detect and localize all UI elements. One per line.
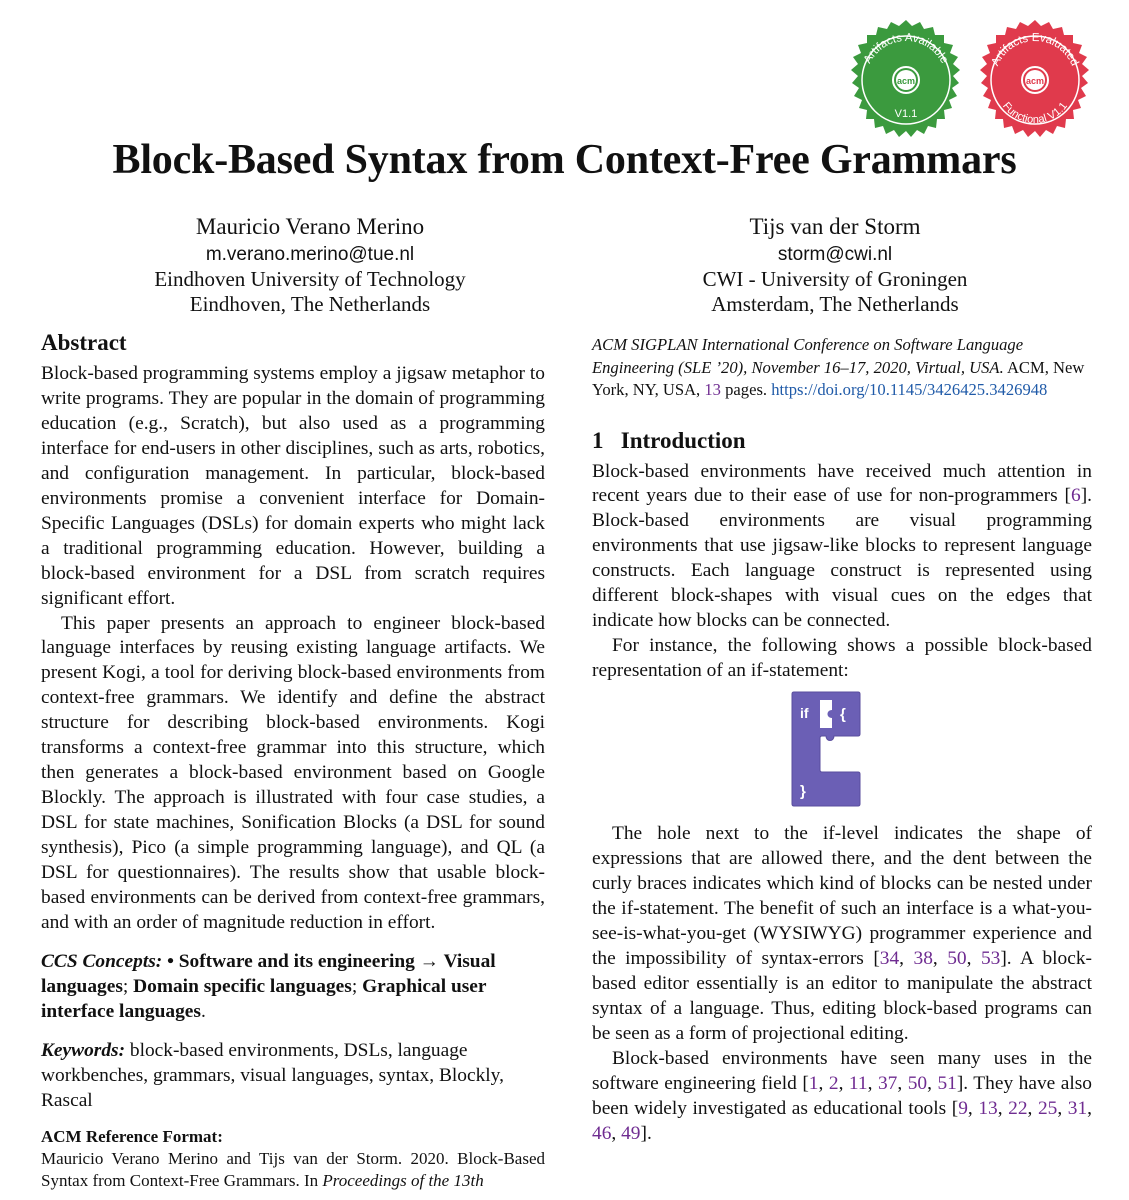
- citation[interactable]: 51: [937, 1072, 957, 1094]
- seal-text-bottom: Functional V1.1: [1000, 100, 1070, 127]
- introduction-heading: [592, 426, 1092, 456]
- ccs-concept-2: Domain specific languages: [133, 975, 352, 997]
- citation[interactable]: 50: [907, 1072, 928, 1094]
- citation[interactable]: 9: [958, 1097, 968, 1119]
- abstract-paragraph-2: This paper presents an approach to engineer block-based language interfaces by reusing existing language artifacts. We present Kogi, a tool for deriving block-based environments from context-free grammars. We identify and define the abstract structure for describing block-based environments. Kogi transforms a context-free grammar into this structure, which then generates a block-based environment based on Google Blockly. The approach is illustrated with four case studies, a DSL for state machines, Sonification Blocks (a DSL for sound synthesis), Pico (a simple programming language), and QL (a DSL for questionnaires). The results show that usable block-based environments can be derived from context-free grammars, and with an order of magnitude reduction in effort.: [41, 612, 545, 933]
- acm-reference-text: [41, 1148, 545, 1192]
- intro-paragraph-3: The hole next to the if-level indicates the shape of expressions that are allowed there, and the dent between the curly braces indicates which kind of blocks can be nested under the if-statement. The benefit of such an interface is a what-you-see-is-what-you-get (WYSIWYG) programmer experience and the impossibility of syntax-errors [34, 38, 50, 53]. A block-based editor essentially is an editor to manipulate the abstract syntax of a language. Thus, editing block-based programs can be seen as a form of projectional editing.: [592, 823, 1092, 1044]
- artifacts-evaluated-badge: [972, 18, 1098, 144]
- seal-center-acm: acm: [1025, 76, 1045, 86]
- abstract-paragraph-1: Block-based programming systems employ a jigsaw metaphor to write programs. They are popular in the domain of programming education (e.g., Scratch), but also used as a programming interface for end-users in other disciplines, such as arts, robotics, and configuration management. In particular, block-based environments promise a convenient interface for Domain-Specific Languages (DSLs) for domain experts who might lack a traditional programming education. However, building a block-based environment for a DSL from scratch requires significant effort.: [41, 363, 545, 609]
- citation[interactable]: 22: [1008, 1097, 1028, 1119]
- citation[interactable]: 1: [808, 1072, 819, 1094]
- author-location: Eindhoven, The Netherlands: [189, 292, 431, 316]
- citation[interactable]: 37: [877, 1072, 898, 1094]
- seal-text-top: Artifacts Evaluated: [989, 31, 1081, 68]
- author-affiliation: Eindhoven University of Technology: [154, 267, 466, 291]
- ccs-end: .: [200, 1000, 206, 1022]
- ccs-concept-1: Software and its engineering → Visual languages: [41, 950, 496, 997]
- citation[interactable]: 11: [848, 1072, 868, 1094]
- seal-text-top: Artifacts Available: [861, 31, 951, 66]
- intro-paragraph-1: Block-based environments have received much attention in recent years due to their ease of use for non-programmers [6]. Block-based environments are visual programming environments that use jigsaw-like blocks to represent language constructs. Each language construct is represented using different block-shapes with visual cues on the edges that indicate how blocks can be connected.: [592, 460, 1092, 632]
- if-keyword: if: [800, 705, 809, 722]
- acm-reference-heading: ACM Reference Format:: [41, 1126, 223, 1146]
- if-block-illustration: [790, 690, 862, 808]
- citation[interactable]: 53: [980, 947, 1001, 969]
- conference-pages-label: pages.: [725, 380, 768, 399]
- if-block-figure: [592, 690, 1092, 818]
- citation[interactable]: 38: [913, 947, 933, 969]
- author-name: Mauricio Verano Merino: [195, 214, 425, 239]
- conference-name: ACM SIGPLAN International Conference on Software Language Engineering (SLE ’20), November 16–17, 2020, Virtual, USA.: [592, 335, 1024, 377]
- ccs-concepts: [41, 950, 545, 1025]
- doi-link[interactable]: https://doi.org/10.1145/3426425.3426948: [771, 380, 1048, 399]
- intro-paragraph-4: Block-based environments have seen many uses in the software engineering field [1, 2, 11, 37, 50, 51]. They have also been widely investigated as educational tools [9, 13, 22, 25, 31, 46, 49].: [592, 1047, 1092, 1144]
- section-title: Introduction: [620, 427, 746, 453]
- ccs-label: CCS Concepts:: [41, 950, 163, 972]
- abstract-heading: Abstract: [41, 330, 127, 355]
- paper-title: Block-Based Syntax from Context-Free Grammars: [112, 137, 1017, 183]
- author-email[interactable]: storm@cwi.nl: [777, 244, 893, 265]
- citation[interactable]: 6: [1070, 485, 1081, 507]
- left-column: [41, 328, 545, 1192]
- seal-center-acm: acm: [896, 76, 916, 86]
- citation[interactable]: 49: [621, 1122, 641, 1144]
- acm-reference-body: Mauricio Verano Merino and Tijs van der Storm. 2020. Block-Based Syntax from Context-Free Grammars. In: [41, 1148, 545, 1190]
- artifacts-evaluated-seal: [972, 18, 1098, 144]
- citation[interactable]: 2: [828, 1072, 839, 1094]
- author-affiliation: CWI - University of Groningen: [702, 267, 968, 291]
- author-block-1: [40, 212, 580, 317]
- page-count[interactable]: 13: [704, 380, 721, 399]
- open-brace: {: [840, 706, 846, 724]
- artifacts-available-badge: [843, 18, 969, 144]
- citation[interactable]: 34: [879, 947, 900, 969]
- citation[interactable]: 46: [592, 1122, 612, 1144]
- citation[interactable]: 13: [978, 1097, 998, 1119]
- citation[interactable]: 25: [1037, 1097, 1058, 1119]
- section-number: 1: [592, 427, 604, 453]
- author-email[interactable]: m.verano.merino@tue.nl: [205, 244, 415, 265]
- conference-publisher: ACM, New York, NY, USA,: [592, 357, 1085, 399]
- acm-reference-proceedings: Proceedings of the 13th: [322, 1170, 484, 1190]
- intro-paragraph-2: For instance, the following shows a possible block-based representation of an if-statement:: [592, 635, 1092, 682]
- keywords-text: block-based environments, DSLs, language workbenches, grammars, visual languages, syntax, Blockly, Rascal: [41, 1039, 504, 1111]
- ccs-separator: ;: [351, 975, 358, 997]
- author-name: Tijs van der Storm: [749, 214, 921, 239]
- close-brace: }: [800, 783, 806, 801]
- keywords: [41, 1039, 545, 1114]
- seal-text-bottom: V1.1: [894, 108, 918, 120]
- ccs-bullet: •: [167, 950, 174, 972]
- ccs-separator: ;: [122, 975, 129, 997]
- conference-reference: [592, 334, 1092, 402]
- keywords-label: Keywords:: [41, 1039, 126, 1061]
- right-column: [592, 334, 1092, 1146]
- citation[interactable]: 31: [1067, 1097, 1088, 1119]
- artifacts-available-seal: [843, 18, 969, 144]
- ccs-concept-3: Graphical user interface languages: [41, 975, 487, 1022]
- author-block-2: [565, 212, 1105, 317]
- author-location: Amsterdam, The Netherlands: [711, 292, 959, 316]
- citation[interactable]: 50: [947, 947, 967, 969]
